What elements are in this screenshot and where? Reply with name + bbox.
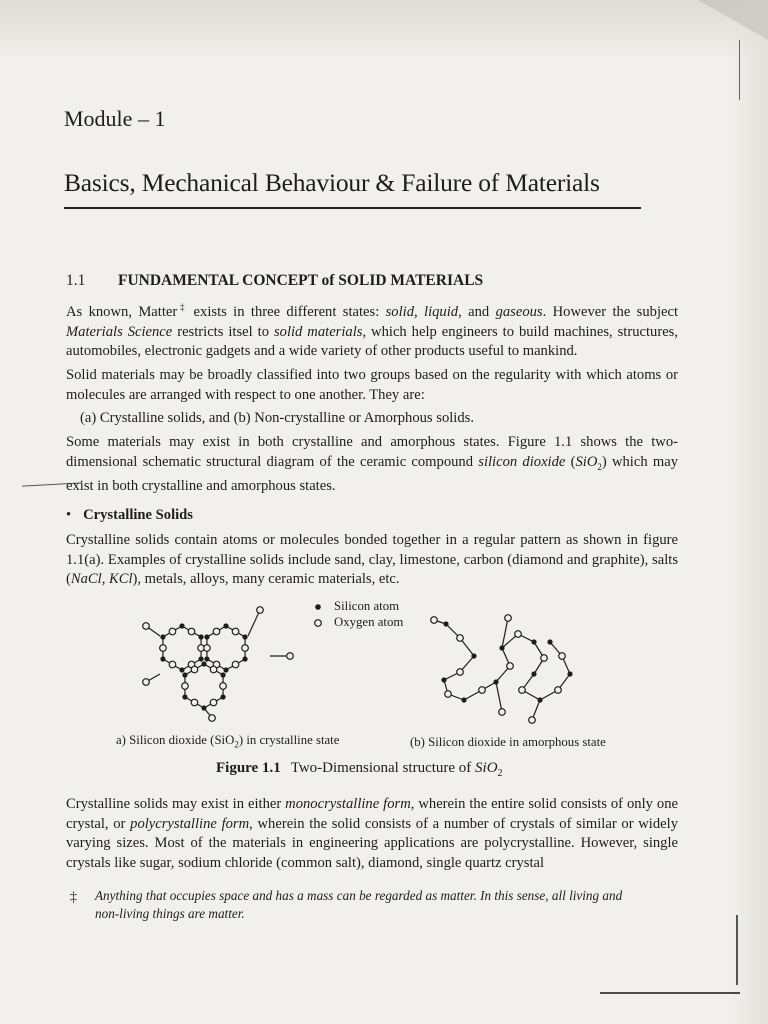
text-run: Some materials may exist in both crystalline and amorphous states. Figure 1.1 shows the two-dimensional schematic structural diagram of the ceramic compound	[66, 434, 678, 470]
module-label: Module – 1	[64, 106, 166, 131]
silicon-atom	[461, 697, 466, 702]
silicon-atom	[531, 671, 536, 676]
text-run: restricts itsel to	[172, 323, 274, 340]
oxygen-atom	[220, 683, 227, 690]
silicon-atom	[220, 694, 225, 699]
text-run: Materials Science	[66, 323, 173, 340]
text-run: Crystalline solids may exist in either	[66, 796, 286, 812]
text-run: , which help engineers to build machines, structures, automobiles, electronic gadgets and a wide variety of other products useful to mankind.	[66, 323, 678, 360]
silicon-atom	[471, 653, 476, 658]
page-edge-mark	[736, 915, 738, 985]
silicon-atom	[201, 661, 206, 666]
silicon-atom	[567, 671, 572, 676]
oxygen-atom	[232, 661, 239, 668]
oxygen-atom	[519, 687, 526, 694]
bullet-heading	[66, 507, 193, 524]
oxygen-atom	[191, 699, 198, 706]
figure-caption	[216, 760, 503, 779]
text-run: solid, liquid	[385, 303, 459, 320]
text-run: solid materials	[273, 323, 363, 340]
bond-line	[496, 682, 502, 712]
silicon-atom	[531, 639, 536, 644]
oxygen-atom	[232, 628, 239, 635]
page-shadow-top	[0, 0, 768, 60]
footnote-line: Anything that occupies space and has a mass can be regarded as matter. In this sense, all living and	[95, 888, 623, 903]
silicon-atom	[242, 634, 247, 639]
oxygen-atom	[499, 709, 506, 716]
legend-oxygen-label: Oxygen atom	[334, 615, 404, 629]
oxygen-atom	[210, 666, 217, 673]
legend-silicon-label: Silicon atom	[334, 599, 400, 613]
paragraph	[66, 298, 678, 362]
page-edge-mark	[600, 992, 740, 994]
oxygen-atom	[257, 607, 264, 614]
page-edge-mark	[739, 40, 740, 100]
subcaption-a-text: a) Silicon dioxide (SiO	[116, 733, 235, 747]
silicon-atom	[198, 656, 203, 661]
subscript: 2	[497, 768, 503, 779]
subcaption-a-end: ) in crystalline state	[238, 733, 340, 747]
silicon-atom	[223, 623, 228, 628]
legend-oxygen	[314, 615, 403, 630]
oxygen-atom	[457, 635, 464, 642]
paragraph	[66, 366, 678, 405]
text-run: , wherein the entire solid consists of only one crystal, or	[66, 796, 678, 832]
subscript: 2	[234, 739, 239, 750]
chapter-title: Basics, Mechanical Behaviour & Failure of Materials	[64, 168, 600, 197]
silicon-atom	[160, 656, 165, 661]
oxygen-atom	[541, 655, 548, 662]
text-run: NaCl, KCl	[70, 571, 133, 588]
silicon-atom	[441, 677, 446, 682]
bullet-heading-text: Crystalline Solids	[83, 507, 193, 523]
oxygen-atom	[210, 699, 217, 706]
text-run: Solid materials may be broadly classified into two groups based on the regularity with which atoms or molecules are arranged with respect to one another. They are:	[66, 367, 678, 403]
text-run: exists in three different states:	[187, 303, 386, 320]
oxygen-atom	[209, 715, 216, 722]
oxygen-atom	[515, 631, 522, 638]
oxygen-atom	[457, 669, 464, 676]
silicon-atom	[179, 623, 184, 628]
figure-formula: SiO	[475, 760, 498, 776]
text-run: gaseous	[495, 303, 543, 320]
text-run: , wherein the solid consists of a number of crystals of similar or widely varying sizes. Most of the materials in engineering applications are polycrystalline. However, single crystals like sugar, sodium chloride (common salt), diamond, single quartz crystal	[66, 815, 678, 872]
subcaption-b: (b) Silicon dioxide in amorphous state	[410, 735, 606, 749]
text-run: (	[565, 453, 576, 470]
silicon-atom	[242, 656, 247, 661]
bullet-icon: •	[66, 507, 72, 523]
silicon-atom	[182, 694, 187, 699]
paragraph	[66, 795, 678, 874]
crystalline-lattice	[143, 607, 294, 722]
silicon-atom	[223, 667, 228, 672]
figure-caption-text: Two-Dimensional structure of	[290, 760, 476, 776]
footnote-line: non-living things are matter.	[95, 906, 245, 921]
amorphous-network	[431, 615, 573, 724]
text-run: SiO	[575, 453, 598, 470]
silicon-atom	[220, 672, 225, 677]
silicon-atom	[198, 634, 203, 639]
text-run: ), metals, alloys, many ceramic materials, etc.	[132, 571, 400, 588]
oxygen-atom	[188, 628, 195, 635]
oxygen-atom	[559, 653, 566, 660]
paragraph	[66, 433, 678, 497]
text-run: monocrystalline form	[285, 796, 411, 812]
classification-list: (a) Crystalline solids, and (b) Non-crystalline or Amorphous solids.	[80, 410, 474, 426]
silicon-atom	[204, 656, 209, 661]
figure-label: Figure 1.1	[216, 760, 281, 776]
footnote-mark: ‡	[70, 890, 77, 905]
text-run: 2	[597, 461, 602, 472]
text-run: polycrystalline form	[130, 815, 250, 832]
oxygen-atom	[287, 653, 294, 660]
page-shadow-right	[728, 0, 768, 1024]
subcaption-a	[116, 733, 339, 750]
oxygen-atom	[529, 717, 536, 724]
oxygen-atom	[169, 661, 176, 668]
silicon-atom	[204, 634, 209, 639]
oxygen-atom	[507, 663, 514, 670]
text-run: Crystalline solids contain atoms or molecules bonded together in a regular pattern as shown in figure 1.1(a). Examples of crystalline solids include sand, clay, limestone, carbon (diamond and graphite), salts (	[66, 532, 678, 588]
text-run: . However the subject	[542, 303, 679, 320]
title-underline	[64, 207, 641, 209]
legend-silicon	[314, 599, 399, 614]
oxygen-atom	[160, 645, 167, 652]
paragraph	[66, 531, 678, 590]
silicon-atom	[547, 639, 552, 644]
page-corner-fold	[698, 0, 768, 40]
silicon-atom	[182, 672, 187, 677]
oxygen-atom	[169, 628, 176, 635]
oxygen-atom	[191, 666, 198, 673]
section-number: 1.1	[66, 272, 86, 289]
silicon-atom	[160, 634, 165, 639]
oxygen-atom	[143, 623, 150, 630]
oxygen-atom	[431, 617, 438, 624]
bond-line	[248, 610, 260, 636]
oxygen-atom	[213, 628, 220, 635]
oxygen-atom	[505, 615, 512, 622]
oxygen-atom	[555, 687, 562, 694]
oxygen-atom	[445, 691, 452, 698]
text-run: ) which may exist in both crystalline and amorphous states.	[66, 453, 678, 495]
oxygen-atom	[182, 683, 189, 690]
oxygen-atom	[242, 645, 249, 652]
oxygen-atom	[204, 645, 211, 652]
text-run: silicon dioxide	[478, 453, 566, 470]
text-run: As known, Matter	[66, 303, 178, 320]
section-title: FUNDAMENTAL CONCEPT of SOLID MATERIALS	[118, 272, 484, 289]
oxygen-atom	[479, 687, 486, 694]
text-run: , and	[458, 303, 496, 320]
oxygen-atom	[143, 679, 150, 686]
silicon-atom	[179, 667, 184, 672]
text-run: ‡	[177, 302, 188, 312]
